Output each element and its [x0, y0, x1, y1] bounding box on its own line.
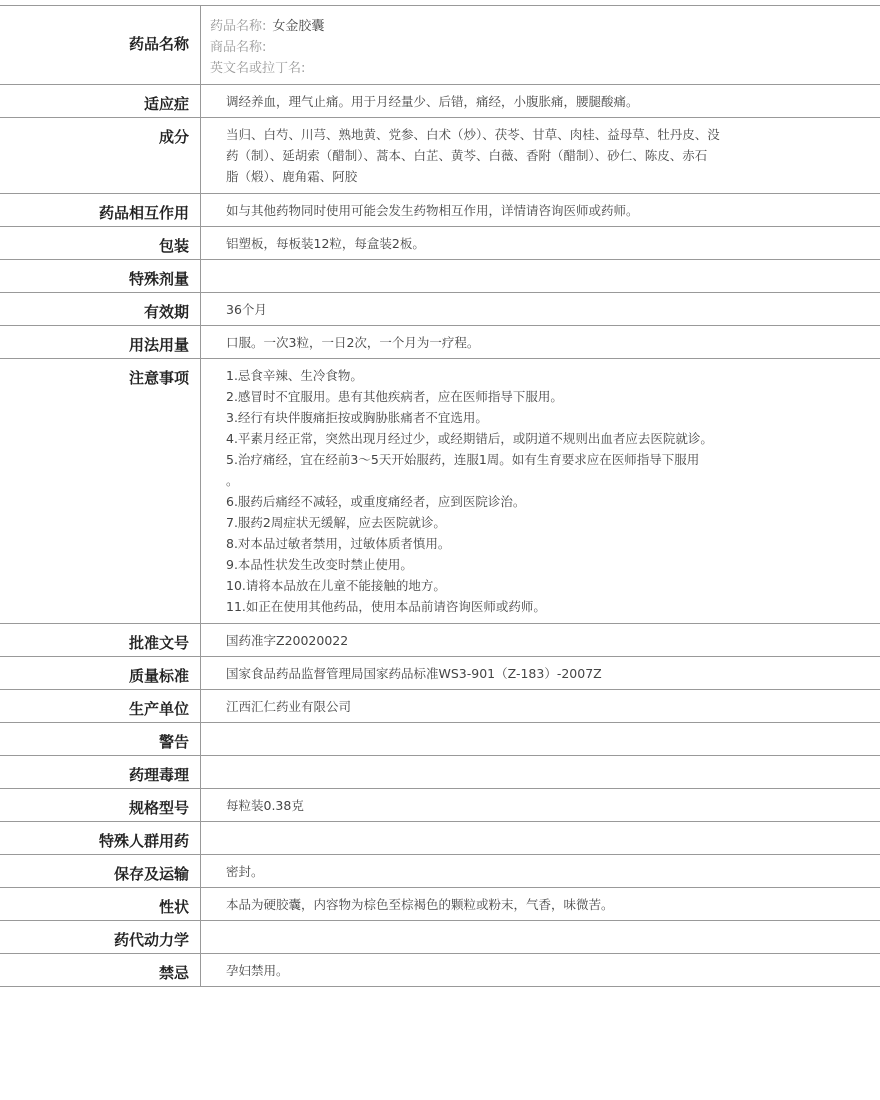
row-label: 药品相互作用	[0, 194, 201, 226]
row-label: 批准文号	[0, 624, 201, 656]
value-line: 国药准字Z20020022	[226, 633, 349, 648]
value-line: 3.经行有块伴腹痛拒按或胸胁胀痛者不宜选用。	[226, 410, 488, 425]
row-value	[201, 260, 880, 292]
table-row	[0, 822, 880, 855]
table-row	[0, 293, 880, 326]
value-line: 1.忌食辛辣、生冷食物。	[226, 368, 363, 383]
value-line: 11.如正在使用其他药品，使用本品前请咨询医师或药师。	[226, 599, 546, 614]
row-value	[201, 657, 880, 689]
value-line: 2.感冒时不宜服用。患有其他疾病者，应在医师指导下服用。	[226, 389, 563, 404]
row-value	[201, 85, 880, 117]
value-line: 孕妇禁用。	[226, 963, 289, 978]
row-value	[201, 756, 880, 788]
row-value	[201, 118, 880, 193]
row-value	[201, 789, 880, 821]
row-value	[201, 888, 880, 920]
row-label: 特殊剂量	[0, 260, 201, 292]
table-row	[0, 954, 880, 987]
value-line: 国家食品药品监督管理局国家药品标准WS3-901（Z-183）-2007Z	[226, 666, 602, 681]
row-value	[201, 326, 880, 358]
latin-name-field: 英文名或拉丁名:	[210, 61, 306, 76]
row-value	[201, 723, 880, 755]
row-label: 质量标准	[0, 657, 201, 689]
row-label: 警告	[0, 723, 201, 755]
row-label: 注意事项	[0, 359, 201, 623]
table-row	[0, 789, 880, 822]
value-line: 当归、白芍、川芎、熟地黄、党参、白术（炒）、茯苓、甘草、肉桂、益母草、牡丹皮、没	[226, 127, 720, 142]
value-line: 6.服药后痛经不减轻，或重度痛经者，应到医院诊治。	[226, 494, 526, 509]
value-line: 口服。一次3粒，一日2次，一个月为一疗程。	[226, 335, 480, 350]
table-row	[0, 194, 880, 227]
row-label: 生产单位	[0, 690, 201, 722]
row-label: 禁忌	[0, 954, 201, 986]
value-line: 。	[226, 473, 239, 488]
table-row	[0, 227, 880, 260]
row-value	[201, 624, 880, 656]
value-line: 密封。	[226, 864, 264, 879]
row-value	[201, 227, 880, 259]
row-value	[201, 690, 880, 722]
row-label: 性状	[0, 888, 201, 920]
table-row	[0, 888, 880, 921]
row-label: 药理毒理	[0, 756, 201, 788]
row-label: 成分	[0, 118, 201, 193]
table-row	[0, 118, 880, 194]
table-row	[0, 855, 880, 888]
row-value	[201, 954, 880, 986]
table-row	[0, 921, 880, 954]
value-line: 8.对本品过敏者禁用，过敏体质者慎用。	[226, 536, 451, 551]
value-line: 7.服药2周症状无缓解，应去医院就诊。	[226, 515, 446, 530]
row-value	[201, 822, 880, 854]
row-value	[201, 194, 880, 226]
value-line: 调经养血，理气止痛。用于月经量少、后错，痛经，小腹胀痛，腰腿酸痛。	[226, 94, 639, 109]
row-label: 药代动力学	[0, 921, 201, 953]
table-row	[0, 260, 880, 293]
value-line: 脂（煅）、鹿角霜、阿胶	[226, 169, 358, 184]
table-row	[0, 85, 880, 118]
drug-name-field: 药品名称: 女金胶囊	[210, 19, 325, 34]
row-label: 有效期	[0, 293, 201, 325]
row-value	[201, 359, 880, 623]
value-line: 铝塑板，每板装12粒，每盒装2板。	[226, 236, 425, 251]
table-row	[0, 690, 880, 723]
row-label: 适应症	[0, 85, 201, 117]
row-label: 规格型号	[0, 789, 201, 821]
row-label: 用法用量	[0, 326, 201, 358]
name-fields	[201, 6, 880, 84]
value-line: 药（制）、延胡索（醋制）、蒿本、白芷、黄芩、白薇、香附（醋制）、砂仁、陈皮、赤石	[226, 148, 708, 163]
value-line: 如与其他药物同时使用可能会发生药物相互作用，详情请咨询医师或药师。	[226, 203, 639, 218]
row-label: 药品名称	[0, 6, 201, 84]
row-value	[201, 921, 880, 953]
value-line: 江西汇仁药业有限公司	[226, 699, 352, 714]
row-label: 包装	[0, 227, 201, 259]
row-value	[201, 855, 880, 887]
drug-info-table	[0, 5, 880, 987]
row-label: 保存及运输	[0, 855, 201, 887]
table-row-drug-name	[0, 6, 880, 85]
value-line: 本品为硬胶囊，内容物为棕色至棕褐色的颗粒或粉末，气香，味微苦。	[226, 897, 614, 912]
row-value	[201, 293, 880, 325]
value-line: 5.治疗痛经，宜在经前3～5天开始服药，连服1周。如有生育要求应在医师指导下服用	[226, 452, 700, 467]
value-line: 36个月	[226, 302, 267, 317]
value-line: 9.本品性状发生改变时禁止使用。	[226, 557, 413, 572]
value-line: 4.平素月经正常，突然出现月经过少，或经期错后，或阴道不规则出血者应去医院就诊。	[226, 431, 713, 446]
table-row	[0, 326, 880, 359]
trade-name-field: 商品名称:	[210, 40, 267, 55]
table-row	[0, 657, 880, 690]
table-row	[0, 756, 880, 789]
row-label: 特殊人群用药	[0, 822, 201, 854]
table-row	[0, 723, 880, 756]
table-row	[0, 624, 880, 657]
table-row	[0, 359, 880, 624]
value-line: 每粒装0.38克	[226, 798, 304, 813]
value-line: 10.请将本品放在儿童不能接触的地方。	[226, 578, 446, 593]
